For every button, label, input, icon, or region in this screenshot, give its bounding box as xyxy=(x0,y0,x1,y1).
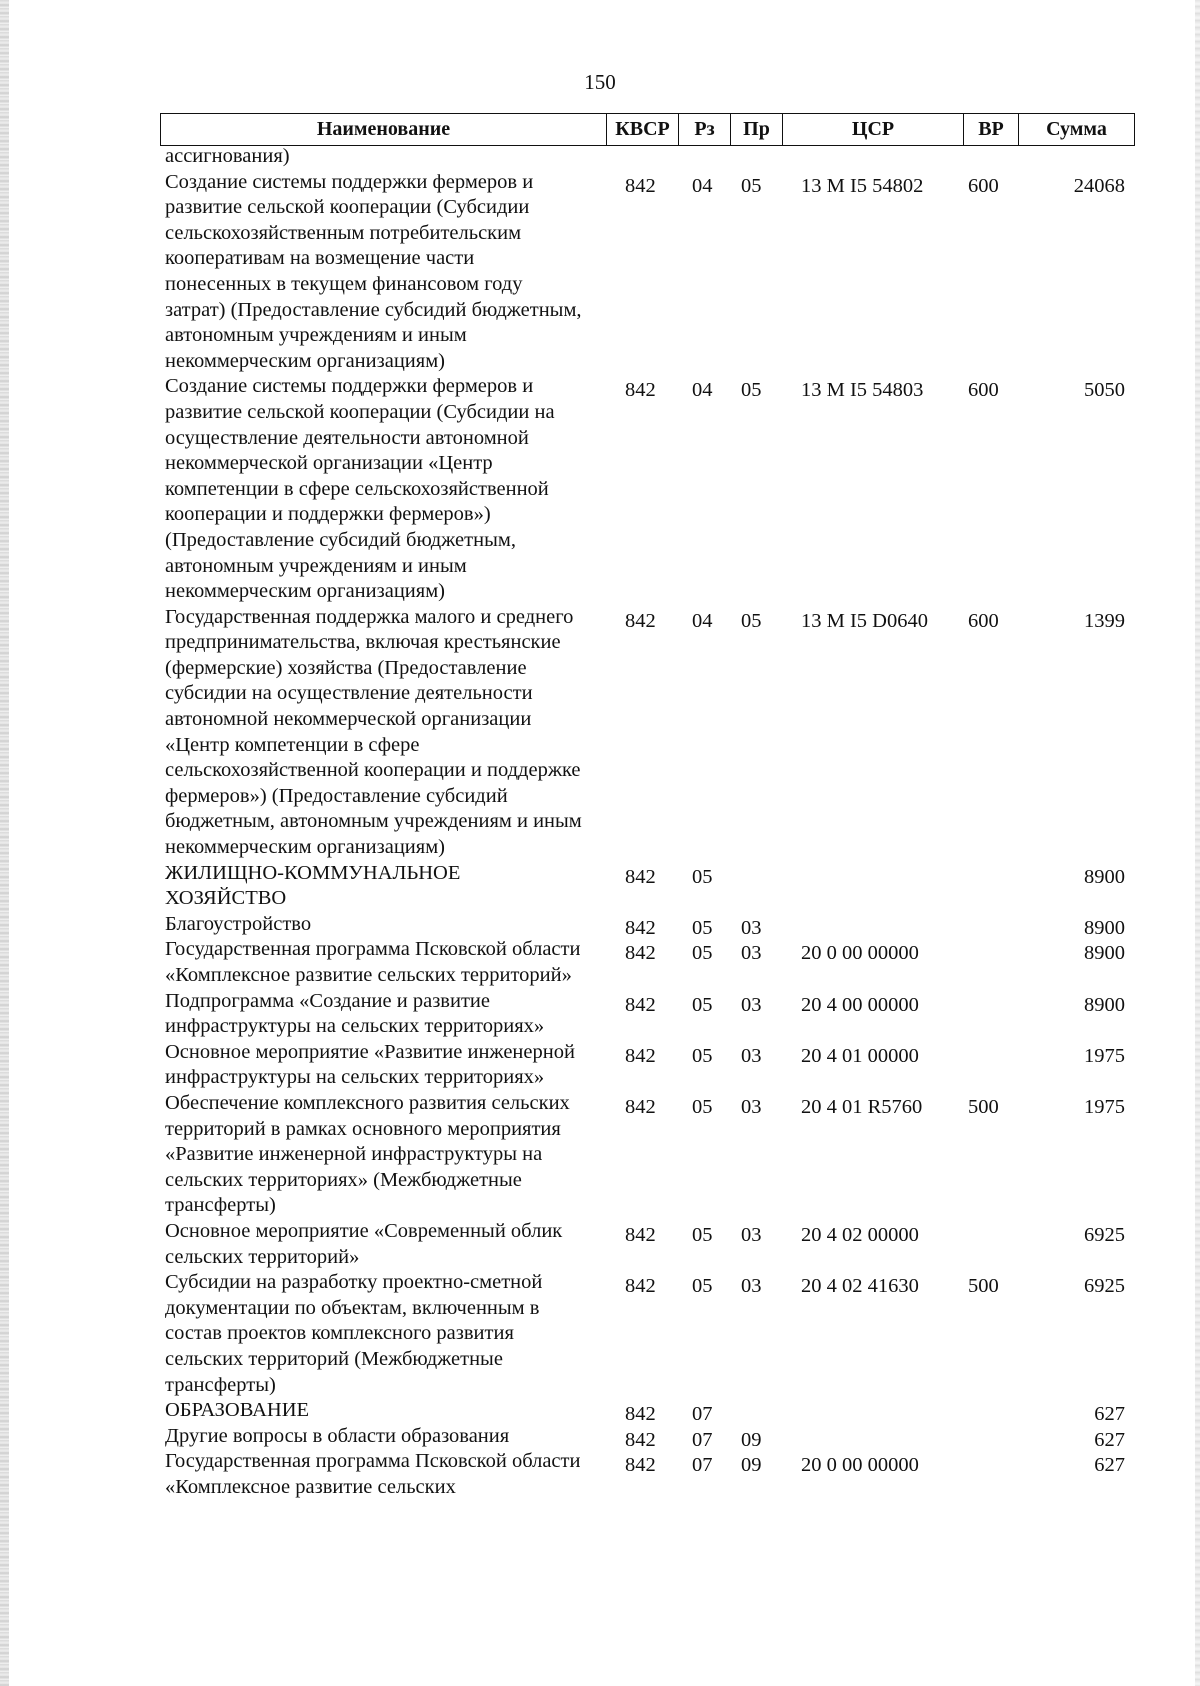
cell-csr: 20 4 01 00000 xyxy=(801,1044,919,1067)
cell-name: Государственная поддержка малого и среднего предпринимательства, включая крестьянские (фермерские) хозяйства (Предоставление субсидии на осуществление деятельности автономной некоммерческой организации «Центр компетенции в сфере сельскохозяйственной кооперации и поддержке фермеров») (Предоставление субсидий бюджетным, автономным учреждениям и иным некоммерческим организациям) xyxy=(165,605,582,859)
cell-kvsr: 842 xyxy=(625,1403,656,1426)
cell-name: Обеспечение комплексного развития сельских территорий в рамках основного мероприятия «Развитие инженерной инфраструктуры на сельских территориях» (Межбюджетные трансферты) xyxy=(165,1091,570,1217)
cell-rz: 05 xyxy=(692,1095,713,1118)
cell-rz: 05 xyxy=(692,916,713,939)
table-row xyxy=(165,1398,1135,1424)
table-row xyxy=(165,144,1135,170)
table-row xyxy=(165,170,1135,375)
cell-csr: 20 4 02 00000 xyxy=(801,1223,919,1246)
cell-rz: 07 xyxy=(692,1454,713,1477)
table-row xyxy=(165,605,1135,861)
table-header xyxy=(160,113,1135,146)
cell-rz: 05 xyxy=(692,1044,713,1067)
cell-vr: 600 xyxy=(968,379,999,402)
cell-name: Подпрограмма «Создание и развитие инфраструктуры на сельских территориях» xyxy=(165,989,545,1038)
cell-rz: 05 xyxy=(692,993,713,1016)
cell-kvsr: 842 xyxy=(625,916,656,939)
cell-name: Благоустройство xyxy=(165,912,312,935)
cell-pr: 05 xyxy=(741,174,762,197)
column-header-pr: Пр xyxy=(731,113,783,146)
cell-sum: 627 xyxy=(1094,1403,1125,1426)
table-row xyxy=(165,937,1135,988)
column-header-csr: ЦСР xyxy=(783,113,964,146)
cell-csr: 13 M I5 54803 xyxy=(801,379,924,402)
cell-pr: 03 xyxy=(741,1044,762,1067)
cell-pr: 05 xyxy=(741,379,762,402)
cell-csr: 13 M I5 D0640 xyxy=(801,609,928,632)
cell-pr: 05 xyxy=(741,609,762,632)
table-body xyxy=(165,144,1135,1500)
cell-name: Субсидии на разработку проектно-сметной документации по объектам, включенным в состав проектов комплексного развития сельских территорий (Межбюджетные трансферты) xyxy=(165,1271,543,1396)
cell-csr: 20 0 00 00000 xyxy=(801,1454,919,1477)
cell-name: Основное мероприятие «Развитие инженерной инфраструктуры на сельских территориях» xyxy=(165,1040,575,1089)
cell-csr: 20 4 02 41630 xyxy=(801,1275,919,1298)
scan-edge-right xyxy=(1195,0,1200,1686)
cell-vr: 500 xyxy=(968,1095,999,1118)
page-number: 150 xyxy=(584,70,616,94)
cell-name: Создание системы поддержки фермеров и развитие сельской кооперации (Субсидии на осуществление деятельности автономной некоммерческой организации «Центр компетенции в сфере сельскохозяйственной кооперации и поддержки фермеров») (Предоставление субсидий бюджетным, автономным учреждениям и иным некоммерческим организациям) xyxy=(165,375,555,603)
table-row xyxy=(165,861,1135,912)
cell-csr: 13 M I5 54802 xyxy=(801,174,924,197)
cell-kvsr: 842 xyxy=(625,865,656,888)
cell-vr: 500 xyxy=(968,1275,999,1298)
cell-name: Основное мероприятие «Современный облик сельских территорий» xyxy=(165,1219,563,1268)
cell-name: Государственная программа Псковской области «Комплексное развитие сельских xyxy=(165,1450,581,1498)
cell-sum: 627 xyxy=(1094,1454,1125,1477)
cell-rz: 05 xyxy=(692,942,713,965)
cell-kvsr: 842 xyxy=(625,174,656,197)
cell-rz: 07 xyxy=(692,1428,713,1451)
cell-rz: 07 xyxy=(692,1403,713,1426)
table-row xyxy=(165,1219,1135,1270)
cell-sum: 8900 xyxy=(1084,865,1125,888)
cell-sum: 8900 xyxy=(1084,993,1125,1016)
cell-pr: 03 xyxy=(741,1223,762,1246)
cell-rz: 04 xyxy=(692,174,713,197)
cell-kvsr: 842 xyxy=(625,1275,656,1298)
cell-name: ОБРАЗОВАНИЕ xyxy=(165,1399,310,1422)
cell-kvsr: 842 xyxy=(625,1044,656,1067)
column-header-vr: ВР xyxy=(964,113,1019,146)
table-row xyxy=(165,989,1135,1040)
cell-name: Создание системы поддержки фермеров и развитие сельской кооперации (Субсидии сельскохозяйственным потребительским кооперативам на возмещение части понесенных в текущем финансовом году затрат) (Предоставление субсидий бюджетным, автономным учреждениям и иным некоммерческим организациям) xyxy=(165,170,582,372)
cell-pr: 03 xyxy=(741,1095,762,1118)
table-row xyxy=(165,912,1135,938)
scan-edge-left xyxy=(0,0,9,1686)
cell-kvsr: 842 xyxy=(625,379,656,402)
cell-sum: 627 xyxy=(1094,1428,1125,1451)
cell-name: Другие вопросы в области образования xyxy=(165,1424,510,1447)
cell-sum: 24068 xyxy=(1073,174,1125,197)
cell-rz: 05 xyxy=(692,1275,713,1298)
table-row xyxy=(165,1040,1135,1091)
cell-pr: 03 xyxy=(741,942,762,965)
cell-pr: 03 xyxy=(741,916,762,939)
cell-kvsr: 842 xyxy=(625,609,656,632)
cell-sum: 8900 xyxy=(1084,942,1125,965)
cell-vr: 600 xyxy=(968,609,999,632)
cell-kvsr: 842 xyxy=(625,993,656,1016)
cell-pr: 03 xyxy=(741,1275,762,1298)
cell-csr: 20 0 00 00000 xyxy=(801,942,919,965)
cell-kvsr: 842 xyxy=(625,1454,656,1477)
cell-name: ассигнования) xyxy=(165,145,290,167)
cell-sum: 1975 xyxy=(1084,1044,1125,1067)
table-row xyxy=(165,1424,1135,1450)
cell-name: Государственная программа Псковской области «Комплексное развитие сельских территорий» xyxy=(165,938,581,986)
cell-csr: 20 4 01 R5760 xyxy=(801,1095,923,1118)
cell-csr: 20 4 00 00000 xyxy=(801,993,919,1016)
cell-pr: 09 xyxy=(741,1454,762,1477)
column-header-name: Наименование xyxy=(160,113,607,146)
cell-rz: 04 xyxy=(692,609,713,632)
column-header-kvsr: КВСР xyxy=(607,113,679,146)
cell-kvsr: 842 xyxy=(625,1095,656,1118)
table-row xyxy=(165,1091,1135,1219)
cell-sum: 1975 xyxy=(1084,1095,1125,1118)
cell-kvsr: 842 xyxy=(625,1223,656,1246)
cell-name: ЖИЛИЩНО-КОММУНАЛЬНОЕ ХОЗЯЙСТВО xyxy=(165,861,461,910)
cell-sum: 6925 xyxy=(1084,1275,1125,1298)
cell-kvsr: 842 xyxy=(625,1428,656,1451)
column-header-sum: Сумма xyxy=(1019,113,1135,146)
table-row xyxy=(165,1270,1135,1398)
cell-kvsr: 842 xyxy=(625,942,656,965)
cell-pr: 03 xyxy=(741,993,762,1016)
table-row xyxy=(165,1449,1135,1500)
cell-sum: 6925 xyxy=(1084,1223,1125,1246)
cell-rz: 04 xyxy=(692,379,713,402)
cell-sum: 1399 xyxy=(1084,609,1125,632)
cell-pr: 09 xyxy=(741,1428,762,1451)
cell-sum: 8900 xyxy=(1084,916,1125,939)
cell-rz: 05 xyxy=(692,865,713,888)
table-row xyxy=(165,374,1135,604)
cell-rz: 05 xyxy=(692,1223,713,1246)
column-header-rz: Рз xyxy=(679,113,731,146)
cell-vr: 600 xyxy=(968,174,999,197)
cell-sum: 5050 xyxy=(1084,379,1125,402)
